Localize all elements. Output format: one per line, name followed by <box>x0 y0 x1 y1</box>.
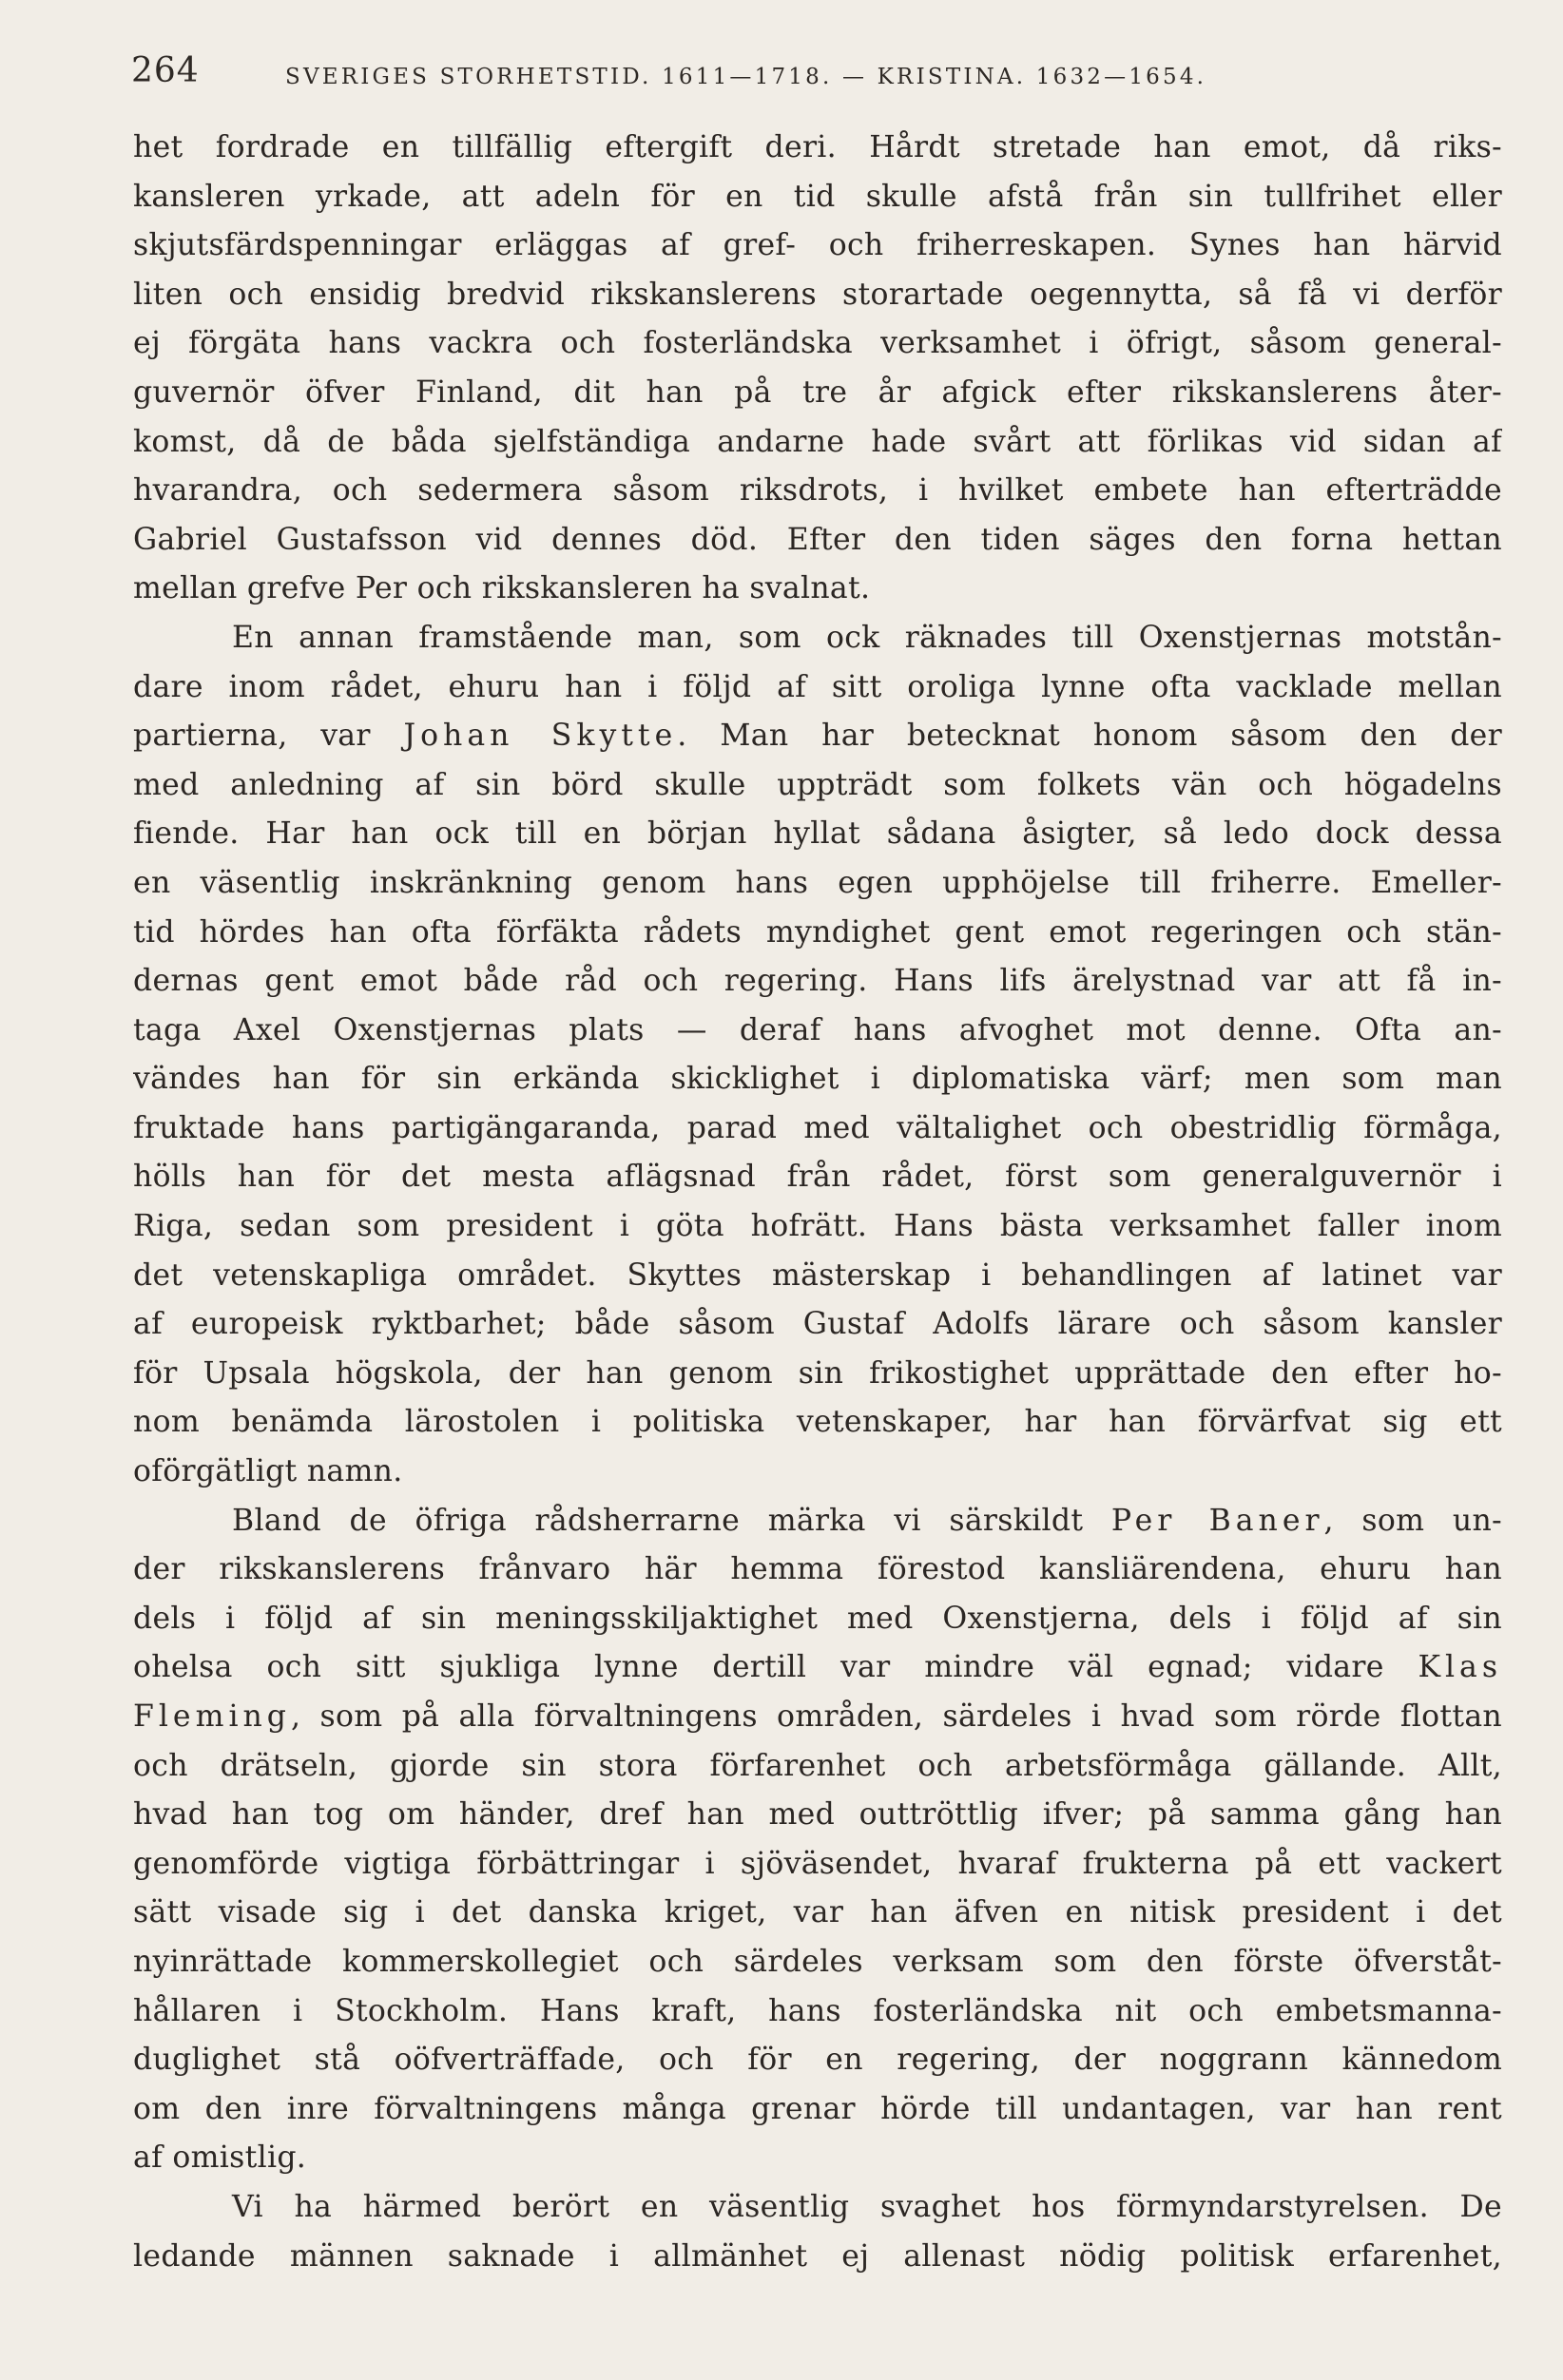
emphasized-name-klas: Klas <box>1418 1650 1502 1685</box>
text-line <box>133 1693 1502 1742</box>
text-line <box>133 1643 1502 1693</box>
text-line: oförgätligt namn. <box>133 1454 403 1489</box>
text-line: Vi ha härmed berört en väsentlig svaghet hos förmyndarstyrelsen. De <box>232 2189 1502 2224</box>
text-line: taga Axel Oxenstjernas plats — deraf hans afvoghet mot denne. Ofta an- <box>133 1012 1502 1047</box>
text-line: hvarandra, och sedermera såsom riksdrots, i hvilket embete han efterträdde <box>133 473 1502 509</box>
line-text: , som un- <box>1323 1503 1502 1538</box>
text-line: guvernör öfver Finland, dit han på tre år afgick efter rikskanslerens åter- <box>133 374 1502 410</box>
text-line: duglighet stå oöfverträffade, och för en regering, der noggrann kännedom <box>133 2043 1502 2078</box>
line-text: , som på alla förvaltningens områden, särdeles i hvad som rörde flottan <box>290 1699 1502 1734</box>
text-line <box>133 712 1502 761</box>
text-line: ledande männen saknade i allmänhet ej allenast nödig politisk erfarenhet, <box>133 2238 1502 2274</box>
text-line: Riga, sedan som president i göta hofrätt. Hans bästa verksamhet faller inom <box>133 1209 1502 1244</box>
line-text: ohelsa och sitt sjukliga lynne dertill var mindre väl egnad; vidare <box>133 1650 1418 1685</box>
text-line: vändes han för sin erkända skicklighet i diplomatiska värf; men som man <box>133 1062 1502 1097</box>
text-line: fiende. Har han ock till en början hyllat sådana åsigter, så ledo dock dessa <box>133 816 1502 852</box>
text-line: kansleren yrkade, att adeln för en tid skulle afstå från sin tullfrihet eller <box>133 179 1502 214</box>
line-text: partierna, var <box>133 719 404 754</box>
text-line: af omistlig. <box>133 2140 307 2176</box>
text-line: det vetenskapliga området. Skyttes mästerskap i behandlingen af latinet var <box>133 1257 1502 1293</box>
text-line: och drätseln, gjorde sin stora förfarenhet och arbetsförmåga gällande. Allt, <box>133 1748 1502 1783</box>
text-line: der rikskanslerens frånvaro här hemma förestod kansliärendena, ehuru han <box>133 1552 1502 1587</box>
text-line: nom benämda lärostolen i politiska vetenskaper, har han förvärfvat sig ett <box>133 1405 1502 1440</box>
text-line: med anledning af sin börd skulle uppträdt som folkets vän och högadelns <box>133 767 1502 802</box>
text-line: liten och ensidig bredvid rikskanslerens storartade oegennytta, så få vi derför <box>133 277 1502 312</box>
text-line: af europeisk ryktbarhet; både såsom Gustaf Adolfs lärare och såsom kansler <box>133 1307 1502 1342</box>
page-number: 264 <box>131 51 200 90</box>
text-line: het fordrade en tillfällig eftergift deri. Hårdt stretade han emot, då riks- <box>133 130 1502 164</box>
text-line: genomförde vigtiga förbättringar i sjöväsendet, hvaraf frukterna på ett vackert <box>133 1846 1502 1881</box>
emphasized-name-per-baner: Per Baner <box>1110 1503 1324 1538</box>
text-line: fruktade hans partigängaranda, parad med vältalighet och obestridlig förmåga, <box>133 1110 1502 1145</box>
text-line: nyinrättade kommerskollegiet och särdeles verksam som den förste öfverståt- <box>133 1944 1502 1979</box>
line-text: . Man har betecknat honom såsom den der <box>677 719 1502 754</box>
text-line: hvad han tog om händer, dref han med outtröttlig ifver; på samma gång han <box>133 1797 1502 1833</box>
text-line: Gabriel Gustafsson vid dennes död. Efter den tiden säges den forna hettan <box>133 522 1502 557</box>
emphasized-name-fleming: Fleming <box>133 1699 291 1734</box>
text-line: En annan framstående man, som ock räknades till Oxenstjernas motstån- <box>232 620 1502 655</box>
running-title: SVERIGES STORHETSTID. 1611—1718. — KRISTINA. 1632—1654. <box>285 65 1207 89</box>
text-line: för Upsala högskola, der han genom sin frikostighet upprättade den efter ho- <box>133 1355 1502 1391</box>
text-line: dernas gent emot både råd och regering. Hans lifs ärelystnad var att få in- <box>133 964 1502 999</box>
text-line: en väsentlig inskränkning genom hans egen upphöjelse till friherre. Emeller- <box>133 865 1502 900</box>
text-line <box>133 1497 1502 1546</box>
text-line: om den inre förvaltningens många grenar hörde till undantagen, var han rent <box>133 2091 1502 2126</box>
text-line: tid hördes han ofta förfäkta rådets myndighet gent emot regeringen och stän- <box>133 914 1502 950</box>
text-line: komst, då de båda sjelfständiga andarne hade svårt att förlikas vid sidan af <box>133 424 1502 459</box>
text-line: mellan grefve Per och rikskansleren ha svalnat. <box>133 571 871 606</box>
line-text: Bland de öfriga rådsherrarne märka vi särskildt <box>232 1503 1111 1538</box>
text-line: ej förgäta hans vackra och fosterländska verksamhet i öfrigt, såsom general- <box>133 326 1502 361</box>
text-line: hölls han för det mesta aflägsnad från rådet, först som generalguvernör i <box>133 1160 1502 1195</box>
running-head <box>131 51 1500 103</box>
emphasized-name-johan-skytte: Johan Skytte <box>403 719 678 754</box>
text-line: skjutsfärdspenningar erläggas af gref- och friherreskapen. Synes han härvid <box>133 228 1502 263</box>
body-text <box>133 124 1502 2281</box>
text-line: dels i följd af sin meningsskiljaktighet med Oxenstjerna, dels i följd af sin <box>133 1601 1502 1636</box>
text-line: dare inom rådet, ehuru han i följd af sitt oroliga lynne ofta vacklade mellan <box>133 669 1502 704</box>
text-line: sätt visade sig i det danska kriget, var han äfven en nitisk president i det <box>133 1895 1502 1930</box>
text-line: hållaren i Stockholm. Hans kraft, hans fosterländska nit och embetsmanna- <box>133 1993 1502 2028</box>
